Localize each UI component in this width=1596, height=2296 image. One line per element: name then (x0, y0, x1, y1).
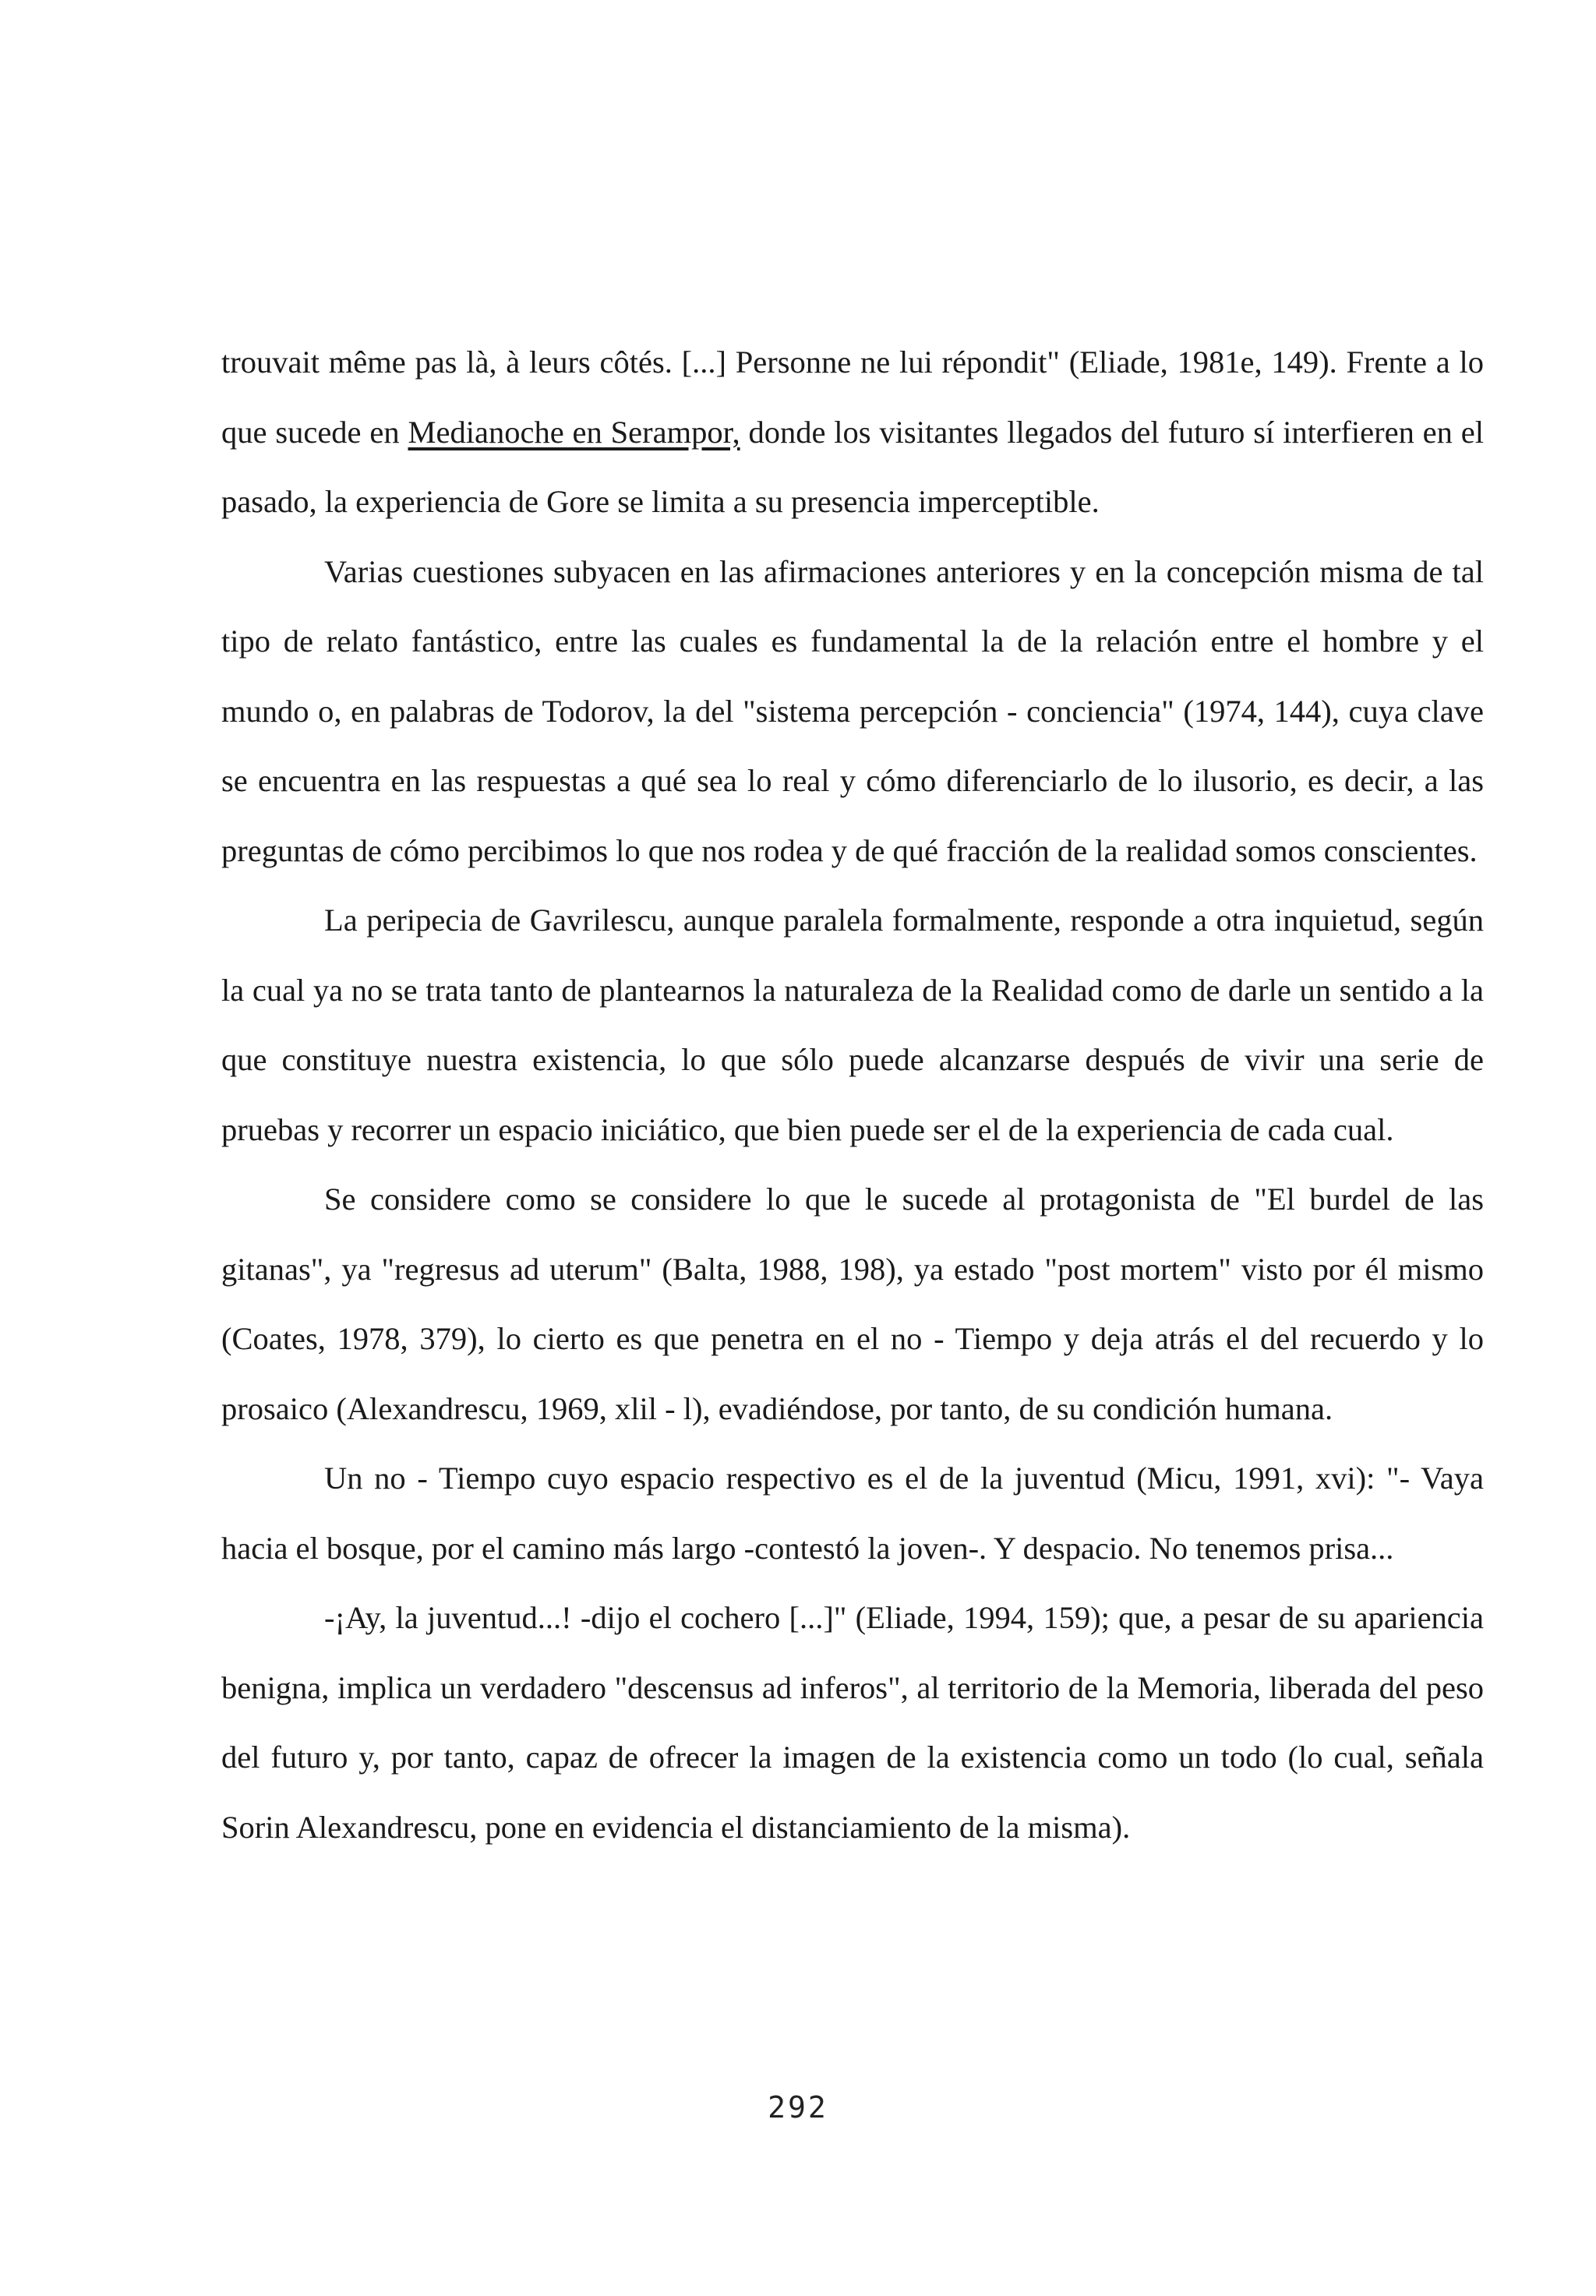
paragraph (221, 885, 1484, 1164)
page-number: 292 (768, 2090, 828, 2125)
paragraph (221, 1583, 1484, 1862)
text-run: Se considere como se considere lo que le sucede al protagonista de "El burdel de las gitanas", ya "regresus ad uterum" (Balta, 1988, 198), ya estado "post mortem" visto por él mismo (Coates, 1978, 379), lo cierto es que penetra en el no - Tiempo y deja atrás el del recuerdo y lo prosaico (Alexandrescu, 1969, xlil - l), evadiéndose, por tanto, de su condición humana. (221, 1182, 1484, 1426)
text-run: donde los visitantes llegados del futuro sí interfieren en el pasado, la experiencia de Gore se limita a su presencia imperceptible. (221, 414, 1485, 519)
paragraph (221, 1164, 1484, 1443)
paragraph (221, 1443, 1484, 1583)
text-run: trouvait même pas là, à leurs côtés. [...] Personne ne lui répondit" (Eliade, 1981e, 149). Frente a lo que sucede en (221, 344, 1484, 450)
text-run: Un no - Tiempo cuyo espacio respectivo es el de la juventud (Micu, 1991, xvi): "- Vaya hacia el bosque, por el camino más largo -contestó la joven-. Y despacio. No tenemos prisa... (221, 1461, 1484, 1566)
paragraph (221, 327, 1484, 537)
text-run: La peripecia de Gavrilescu, aunque paralela formalmente, responde a otra inquietud, según la cual ya no se trata tanto de plantearnos la naturaleza de la Realidad como de darle un sentido a la que constituye nuestra existencia, lo que sólo puede alcanzarse después de vivir una serie de pruebas y recorrer un espacio iniciático, que bien puede ser el de la experiencia de cada cual. (221, 903, 1484, 1147)
text-run: -¡Ay, la juventud...! -dijo el cochero [...]" (Eliade, 1994, 159); que, a pesar de su apariencia benigna, implica un verdadero "descensus ad inferos", al territorio de la Memoria, liberada del peso del futuro y, por tanto, capaz de ofrecer la imagen de la existencia como un todo (lo cual, señala Sorin Alexandrescu, pone en evidencia el distanciamiento de la misma). (221, 1600, 1484, 1845)
text-run: Varias cuestiones subyacen en las afirmaciones anteriores y en la concepción misma de tal tipo de relato fantástico, entre las cuales es fundamental la de la relación entre el hombre y el mundo o, en palabras de Todorov, la del "sistema percepción - conciencia" (1974, 144), cuya clave se encuentra en las respuestas a qué sea lo real y cómo diferenciarlo de lo ilusorio, es decir, a las preguntas de cómo percibimos lo que nos rodea y de qué fracción de la realidad somos conscientes. (221, 553, 1484, 868)
body-text (221, 327, 1484, 1862)
paragraph (221, 537, 1484, 886)
book-title-underlined: Medianoche en Serampor, (408, 414, 740, 450)
